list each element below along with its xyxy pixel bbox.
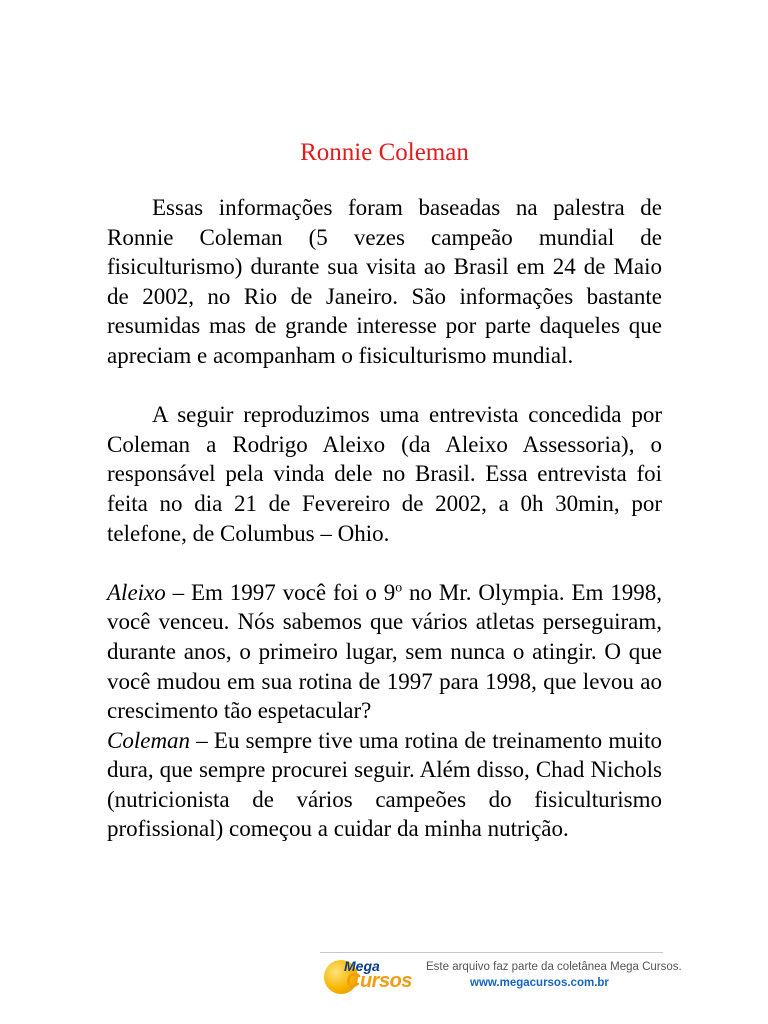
ordinal-superscript: o bbox=[395, 579, 403, 595]
speaker-name: Aleixo bbox=[107, 579, 166, 605]
interview-intro-paragraph: A seguir reproduzimos uma entrevista concedida por Coleman a Rodrigo Aleixo (da Aleixo Assessoria), o responsável pela vinda dele no Brasil. Essa entrevista foi feita no dia 21 de Fevereiro de 2002, a 0h 30min, por telefone, de Columbus – Ohio. bbox=[107, 402, 662, 546]
intro-paragraph: Essas informações foram baseadas na palestra de Ronnie Coleman (5 vezes campeão mundial de fisiculturismo) durante sua visita ao Brasil em 24 de Maio de 2002, no Rio de Janeiro. São informações bastante resumidas mas de grande interesse por parte daqueles que apreciam e acompanham o fisiculturismo mundial. bbox=[107, 195, 662, 368]
answer-text: – Eu sempre tive uma rotina de treinamento muito dura, que sempre procurei seguir. Além disso, Chad Nichols (nutricionista de vários campeões do fisiculturismo profissional) começou a cuidar da minha nutrição. bbox=[107, 727, 662, 842]
question-text-start: – Em 1997 você foi o 9 bbox=[165, 579, 396, 605]
interview-question bbox=[107, 578, 662, 726]
footer-link[interactable]: www.megacursos.com.br bbox=[470, 977, 609, 989]
page-footer bbox=[320, 950, 682, 1000]
paragraph-spacer bbox=[107, 548, 662, 578]
paragraph-spacer bbox=[107, 371, 662, 401]
logo-text-mega: Mega bbox=[344, 958, 380, 974]
speaker-name: Coleman bbox=[107, 727, 191, 753]
footer-divider bbox=[320, 952, 663, 953]
interview-answer bbox=[107, 726, 662, 844]
footer-notice: Este arquivo faz parte da coletânea Mega Cursos. bbox=[426, 961, 682, 973]
question-text-end: no Mr. Olympia. Em 1998, você venceu. Nós sabemos que vários atletas perseguiram, durante anos, o primeiro lugar, sem nunca o atingir. O que você mudou em sua rotina de 1997 para 1998, que levou ao crescimento tão espetacular? bbox=[107, 579, 662, 724]
mega-cursos-logo bbox=[322, 956, 418, 996]
document-title: Ronnie Coleman bbox=[300, 139, 469, 166]
logo-text-cursos: Cursos bbox=[346, 970, 412, 992]
document-page bbox=[107, 137, 662, 844]
